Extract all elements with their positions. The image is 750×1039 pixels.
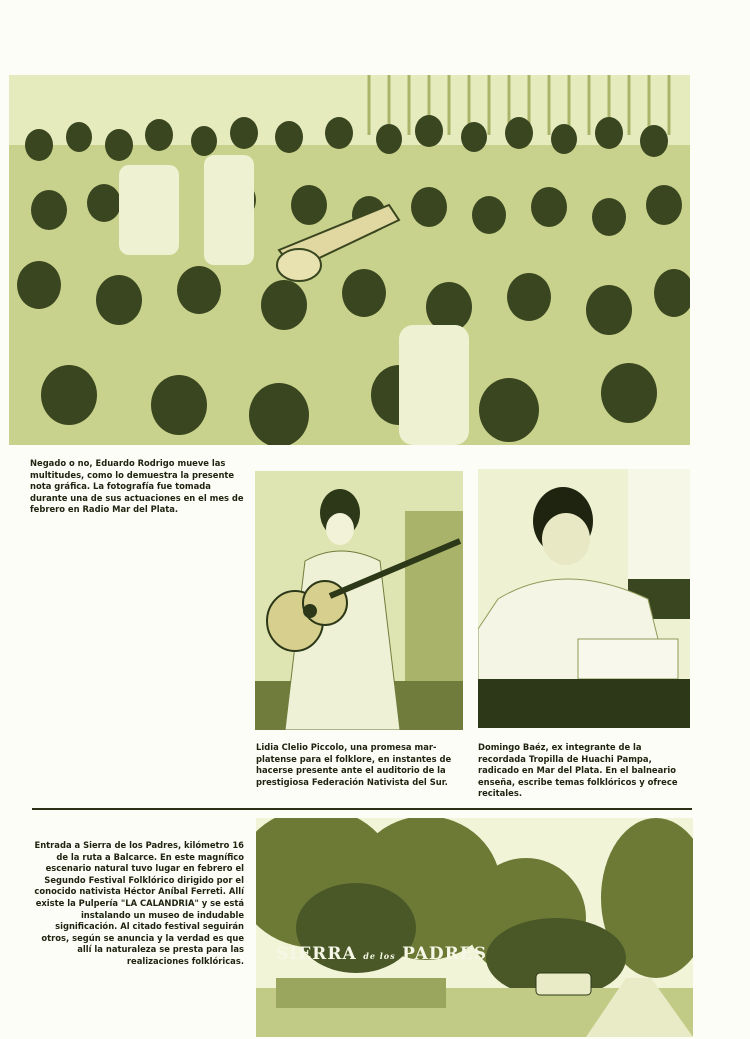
crowd-illustration [9, 75, 690, 445]
section-divider [32, 808, 692, 810]
domingo-photo [478, 469, 690, 728]
lidia-photo [255, 471, 463, 730]
lidia-caption: Lidia Clelio Piccolo, una promesa mar-platense para el folklore, en instantes de hacerse presente ante el auditorio de la prestigiosa Federación Nativista del Sur. [256, 742, 452, 787]
sierra-photo [256, 818, 693, 1037]
domingo-illustration [478, 469, 690, 728]
crowd-photo [9, 75, 690, 445]
sierra-illustration [256, 818, 693, 1037]
sign-word-padres: PADRES [402, 944, 487, 964]
sign-word-sierra: SIERRA [276, 944, 357, 964]
sierra-caption: Entrada a Sierra de los Padres, kilómetro 16 de la ruta a Balcarce. En este magnífico escenario natural tuvo lugar en febrero el Segundo Festival Folklórico dirigido por el conocido nativista Héctor Aníbal Ferreti. Allí existe la Pulpería "LA CALANDRIA" y se está instalando un museo de indudable significación. Al citado festival seguirán otros, según se anuncia y la verdad es que allí la naturaleza se presta para las realizaciones folklóricas. [34, 840, 244, 966]
sierra-sign [276, 944, 487, 964]
domingo-caption: Domingo Baéz, ex integrante de la recordada Tropilla de Huachi Pampa, radicado en Mar del Plata. En el balneario enseña, escribe temas folklóricos y ofrece recitales. [478, 742, 678, 799]
sign-word-delos: de los [363, 951, 396, 961]
crowd-caption: Negado o no, Eduardo Rodrigo mueve las multitudes, como lo demuestra la presente nota gráfica. La fotografía fue tomada durante una de sus actuaciones en el mes de febrero en Radio Mar del Plata. [30, 458, 244, 515]
lidia-illustration [255, 471, 463, 730]
